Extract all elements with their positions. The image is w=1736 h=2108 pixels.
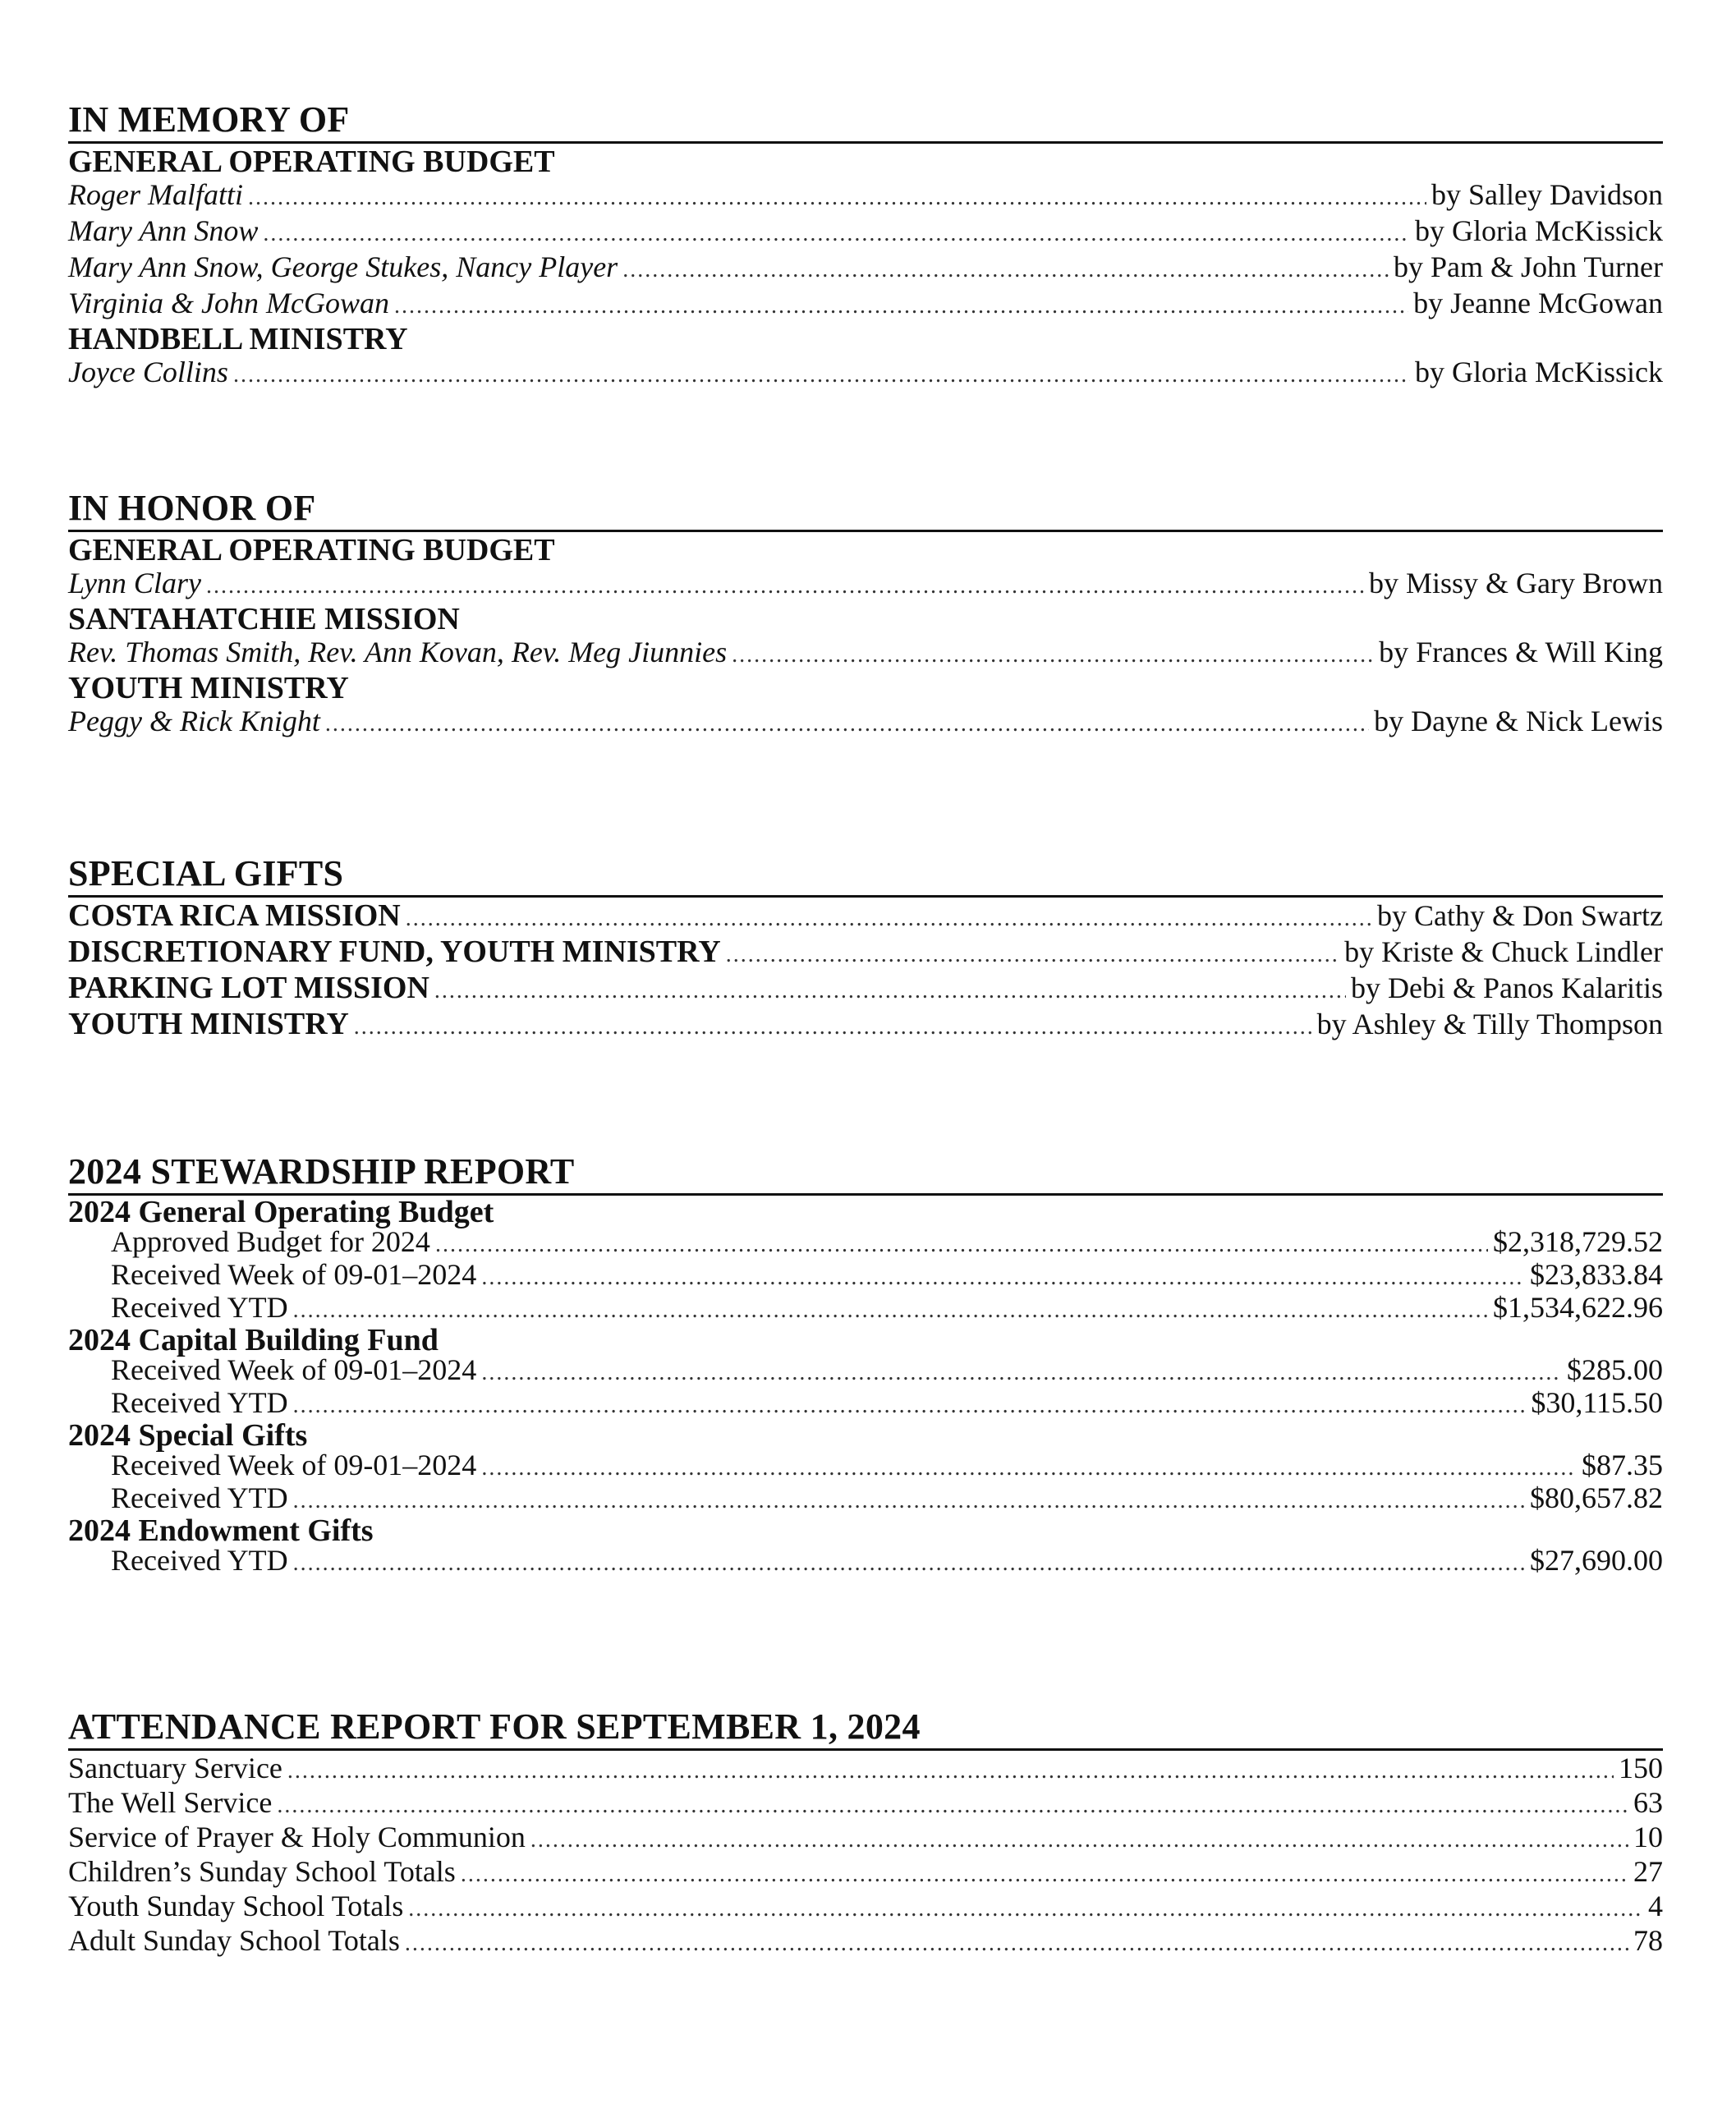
memorial-entry (68, 250, 1663, 287)
fund-name: COSTA RICA MISSION (68, 898, 401, 933)
amount-label: Received YTD (111, 1291, 288, 1324)
in-memory-section (68, 99, 1663, 392)
fund-heading: 2024 Special Gifts (68, 1418, 308, 1453)
attendance-count: 150 (1619, 1752, 1663, 1784)
attendance-row (68, 1787, 1663, 1821)
amount-row (68, 1388, 1663, 1421)
attendance-label: Youth Sunday School Totals (68, 1890, 404, 1922)
amount-row (68, 1483, 1663, 1516)
section-title: SPECIAL GIFTS (68, 853, 344, 893)
amount-value: $87.35 (1582, 1449, 1663, 1481)
donor-name: by Frances & Will King (1379, 636, 1663, 668)
donor-name: by Cathy & Don Swartz (1377, 899, 1663, 932)
dot-leader (277, 1790, 1628, 1821)
section-title: IN HONOR OF (68, 488, 316, 528)
dot-leader (461, 1859, 1628, 1890)
amount-value: $285.00 (1567, 1353, 1663, 1386)
honor-entry (68, 636, 1663, 672)
donor-name: by Gloria McKissick (1415, 214, 1663, 247)
amount-label: Received YTD (111, 1481, 288, 1514)
dot-leader (293, 1295, 1488, 1325)
donor-name: by Pam & John Turner (1393, 250, 1663, 283)
attendance-label: The Well Service (68, 1786, 273, 1819)
amount-row (68, 1227, 1663, 1260)
attendance-row (68, 1821, 1663, 1856)
amount-value: $30,115.50 (1531, 1386, 1663, 1419)
honor-entry (68, 705, 1663, 741)
donor-name: by Debi & Panos Kalaritis (1351, 971, 1663, 1004)
dot-leader (394, 289, 1408, 323)
dot-leader (481, 1453, 1577, 1483)
attendance-count: 10 (1633, 1821, 1663, 1853)
attendance-section (68, 1706, 1663, 1959)
attendance-label: Children’s Sunday School Totals (68, 1855, 456, 1888)
section-title: 2024 STEWARDSHIP REPORT (68, 1151, 575, 1192)
dot-leader (435, 1229, 1488, 1260)
amount-value: $2,318,729.52 (1493, 1225, 1663, 1258)
fund-heading: GENERAL OPERATING BUDGET (68, 145, 555, 179)
section-title: IN MEMORY OF (68, 99, 350, 140)
amount-value: $80,657.82 (1530, 1481, 1663, 1514)
amount-row (68, 1293, 1663, 1325)
amount-label: Received Week of 09-01–2024 (111, 1449, 477, 1481)
dot-leader (481, 1357, 1562, 1388)
bulletin-page (68, 99, 1663, 1959)
in-honor-section (68, 487, 1663, 741)
memorial-entry (68, 287, 1663, 323)
donor-name: by Salley Davidson (1431, 178, 1663, 211)
honoree-name: Peggy & Rick Knight (68, 705, 320, 737)
fund-heading: HANDBELL MINISTRY (68, 322, 408, 356)
fund-heading: GENERAL OPERATING BUDGET (68, 533, 555, 567)
section-rule (68, 530, 1663, 532)
honoree-name: Rev. Thomas Smith, Rev. Ann Kovan, Rev. Meg Jiunnies (68, 636, 728, 668)
memorial-entry (68, 178, 1663, 214)
amount-value: $1,534,622.96 (1493, 1291, 1663, 1324)
fund-name: DISCRETIONARY FUND, YOUTH MINISTRY (68, 935, 721, 969)
section-rule (68, 141, 1663, 144)
fund-heading: 2024 Endowment Gifts (68, 1513, 374, 1548)
fund-name: YOUTH MINISTRY (68, 1007, 349, 1041)
dot-leader (406, 902, 1372, 935)
special-gifts-section (68, 852, 1663, 1044)
amount-label: Approved Budget for 2024 (111, 1225, 430, 1258)
amount-label: Received YTD (111, 1386, 288, 1419)
donor-name: by Jeanne McGowan (1413, 287, 1663, 319)
attendance-count: 63 (1633, 1786, 1663, 1819)
amount-value: $23,833.84 (1530, 1258, 1663, 1291)
honoree-name: Mary Ann Snow (68, 214, 259, 247)
dot-leader (325, 707, 1369, 741)
fund-heading: 2024 Capital Building Fund (68, 1323, 439, 1357)
amount-row (68, 1260, 1663, 1293)
dot-leader (263, 217, 1410, 250)
dot-leader (206, 569, 1364, 603)
dot-leader (530, 1825, 1628, 1856)
dot-leader (481, 1262, 1525, 1293)
dot-leader (405, 1928, 1628, 1959)
amount-row (68, 1450, 1663, 1483)
dot-leader (293, 1390, 1527, 1421)
attendance-row (68, 1925, 1663, 1959)
donor-name: by Gloria McKissick (1415, 356, 1663, 388)
dot-leader (354, 1010, 1312, 1044)
attendance-row (68, 1890, 1663, 1925)
section-rule (68, 1748, 1663, 1751)
amount-value: $27,690.00 (1530, 1544, 1663, 1577)
attendance-count: 4 (1648, 1890, 1663, 1922)
dot-leader (293, 1486, 1525, 1516)
dot-leader (732, 638, 1374, 672)
attendance-row (68, 1752, 1663, 1787)
memorial-entry (68, 356, 1663, 392)
donor-name: by Dayne & Nick Lewis (1374, 705, 1663, 737)
amount-label: Received Week of 09-01–2024 (111, 1353, 477, 1386)
honoree-name: Joyce Collins (68, 356, 228, 388)
amount-row (68, 1545, 1663, 1578)
dot-leader (233, 358, 1410, 392)
section-title: ATTENDANCE REPORT FOR SEPTEMBER 1, 2024 (68, 1706, 921, 1747)
honoree-name: Virginia & John McGowan (68, 287, 389, 319)
donor-name: by Missy & Gary Brown (1369, 567, 1663, 599)
fund-heading: SANTAHATCHIE MISSION (68, 602, 460, 636)
dot-leader (434, 974, 1346, 1008)
amount-label: Received YTD (111, 1544, 288, 1577)
dot-leader (408, 1894, 1643, 1925)
dot-leader (293, 1548, 1525, 1578)
section-rule (68, 895, 1663, 898)
dot-leader (287, 1756, 1614, 1787)
amount-label: Received Week of 09-01–2024 (111, 1258, 477, 1291)
attendance-label: Service of Prayer & Holy Communion (68, 1821, 526, 1853)
dot-leader (248, 181, 1426, 214)
attendance-count: 27 (1633, 1855, 1663, 1888)
amount-row (68, 1355, 1663, 1388)
honoree-name: Roger Malfatti (68, 178, 243, 211)
honor-entry (68, 567, 1663, 603)
honoree-name: Lynn Clary (68, 567, 201, 599)
stewardship-section (68, 1150, 1663, 1578)
honoree-name: Mary Ann Snow, George Stukes, Nancy Player (68, 250, 618, 283)
attendance-label: Sanctuary Service (68, 1752, 282, 1784)
attendance-count: 78 (1633, 1924, 1663, 1957)
special-gift-entry (68, 935, 1663, 971)
donor-name: by Kriste & Chuck Lindler (1344, 935, 1663, 968)
donor-name: by Ashley & Tilly Thompson (1316, 1008, 1663, 1040)
fund-heading: 2024 General Operating Budget (68, 1195, 494, 1229)
attendance-row (68, 1856, 1663, 1890)
dot-leader (622, 253, 1389, 287)
dot-leader (726, 938, 1339, 971)
fund-heading: YOUTH MINISTRY (68, 671, 349, 705)
fund-name: PARKING LOT MISSION (68, 971, 429, 1005)
attendance-label: Adult Sunday School Totals (68, 1924, 400, 1957)
memorial-entry (68, 214, 1663, 250)
special-gift-entry (68, 1008, 1663, 1044)
special-gift-entry (68, 899, 1663, 935)
special-gift-entry (68, 971, 1663, 1008)
